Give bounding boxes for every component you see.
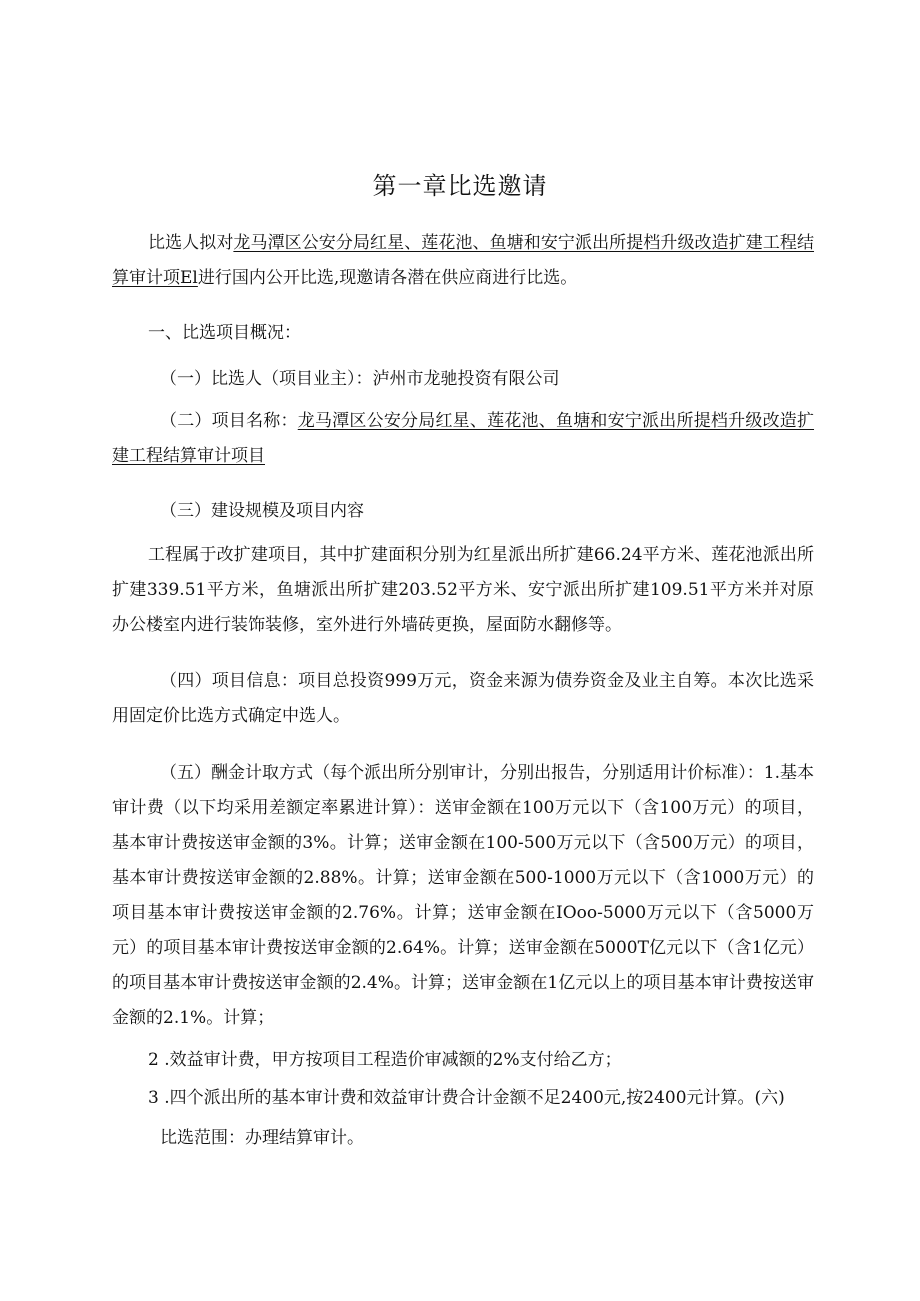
item-project-name-value: 龙马潭区公安分局红星、莲花池、鱼塘和安宁派出所提档升级改造扩建工程结算审计项目: [112, 411, 815, 466]
scope-line: 比选范围：办理结算审计。: [160, 1128, 364, 1148]
fee-minimum-line: 3 .四个派出所的基本审计费和效益审计费合计金额不足2400元,按2400元计算。(六): [148, 1088, 785, 1108]
benefit-fee-line: 2 .效益审计费，甲方按项目工程造价审减额的2%支付给乙方；: [148, 1050, 622, 1070]
fee-paragraph: （五）酬金计取方式（每个派出所分别审计，分别出报告，分别适用计价标准）：1.基本审计费（以下均采用差额定率累进计算）：送审金额在100万元以下（含100万元）的项目，基本审计费按送审金额的3%。计算；送审金额在100-500万元以下（含500万元）的项目，基本审计费按送审金额的2.88%。计算；送审金额在500-1000万元以下（含1000万元）的项目基本审计费按送审金额的2.76%。计算；送审金额在IOoo-5000万元以下（含5000万元）的项目基本审计费按送审金额的2.64%。计算；送审金额在5000T亿元以下（含1亿元）的项目基本审计费按送审金额的2.4%。计算；送审金额在1亿元以上的项目基本审计费按送审金额的2.1%。计算；: [112, 763, 814, 1028]
section-heading-overview: 一、比选项目概况：: [148, 323, 301, 343]
item-scale-heading: （三）建设规模及项目内容: [160, 501, 364, 521]
chapter-title: 第一章比选邀请: [372, 172, 548, 200]
item-project-name: [112, 404, 814, 474]
intro-prefix: 比选人拟对: [148, 233, 234, 253]
item-project-name-label: （二）项目名称：: [160, 411, 298, 431]
intro-suffix: 进行国内公开比选,现邀请各潜在供应商进行比选。: [197, 268, 578, 288]
project-info-paragraph: （四）项目信息：项目总投资999万元，资金来源为债券资金及业主自筹。本次比选采用固定价比选方式确定中选人。: [112, 671, 814, 726]
item-bidder: （一）比选人（项目业主）：泸州市龙驰投资有限公司: [160, 369, 560, 389]
intro-project-name: 龙马潭区公安分局红星、莲花池、鱼塘和安宁派出所提档升级改造扩建工程结算审计项El: [112, 233, 815, 288]
intro-paragraph: [112, 226, 814, 296]
scale-paragraph: 工程属于改扩建项目，其中扩建面积分别为红星派出所扩建66.24平方米、莲花池派出所扩建339.51平方米，鱼塘派出所扩建203.52平方米、安宁派出所扩建109.51平方米并对原办公楼室内进行装饰装修，室外进行外墙砖更换，屋面防水翻修等。: [112, 545, 814, 635]
